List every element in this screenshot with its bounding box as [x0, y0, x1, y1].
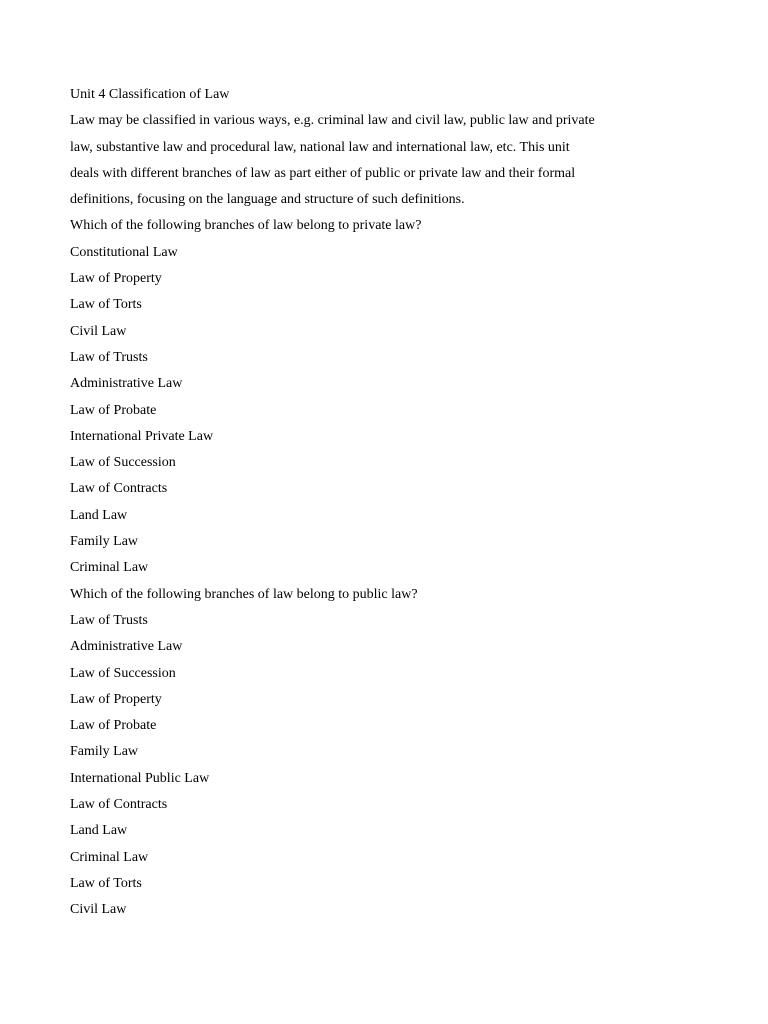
- list-item: Law of Torts: [70, 297, 142, 313]
- public-law-options-list: [70, 608, 630, 924]
- list-item: Law of Succession: [70, 455, 176, 471]
- list-item: Civil Law: [70, 902, 127, 918]
- list-item: International Public Law: [70, 770, 210, 786]
- private-law-options-list: [70, 240, 630, 582]
- question-public-law: Which of the following branches of law belong to public law?: [70, 586, 418, 602]
- list-item: Law of Property: [70, 691, 162, 707]
- list-item: Law of Probate: [70, 402, 157, 418]
- intro-line: deals with different branches of law as part either of public or private law and their formal: [70, 165, 576, 181]
- list-item: Law of Contracts: [70, 797, 168, 813]
- list-item: Law of Trusts: [70, 349, 148, 365]
- intro-line: definitions, focusing on the language and structure of such definitions.: [70, 192, 465, 208]
- list-item: Criminal Law: [70, 560, 149, 576]
- list-item: Constitutional Law: [70, 244, 178, 260]
- list-item: Family Law: [70, 534, 139, 550]
- intro-line: Law may be classified in various ways, e.g. criminal law and civil law, public law and private: [70, 113, 595, 129]
- list-item: Land Law: [70, 823, 128, 839]
- list-item: Administrative Law: [70, 376, 183, 392]
- list-item: Law of Succession: [70, 665, 176, 681]
- question-private-law: Which of the following branches of law belong to private law?: [70, 218, 422, 234]
- intro-paragraph: [70, 108, 630, 213]
- list-item: Administrative Law: [70, 639, 183, 655]
- list-item: Family Law: [70, 744, 139, 760]
- document-page: [70, 82, 630, 924]
- list-item: Civil Law: [70, 323, 127, 339]
- list-item: International Private Law: [70, 428, 214, 444]
- intro-line: law, substantive law and procedural law, national law and international law, etc. This unit: [70, 139, 570, 155]
- list-item: Law of Contracts: [70, 481, 168, 497]
- list-item: Land Law: [70, 507, 128, 523]
- list-item: Law of Trusts: [70, 612, 148, 628]
- list-item: Criminal Law: [70, 849, 149, 865]
- list-item: Law of Probate: [70, 718, 157, 734]
- unit-title: Unit 4 Classification of Law: [70, 87, 230, 102]
- list-item: Law of Property: [70, 271, 162, 287]
- list-item: Law of Torts: [70, 875, 142, 891]
